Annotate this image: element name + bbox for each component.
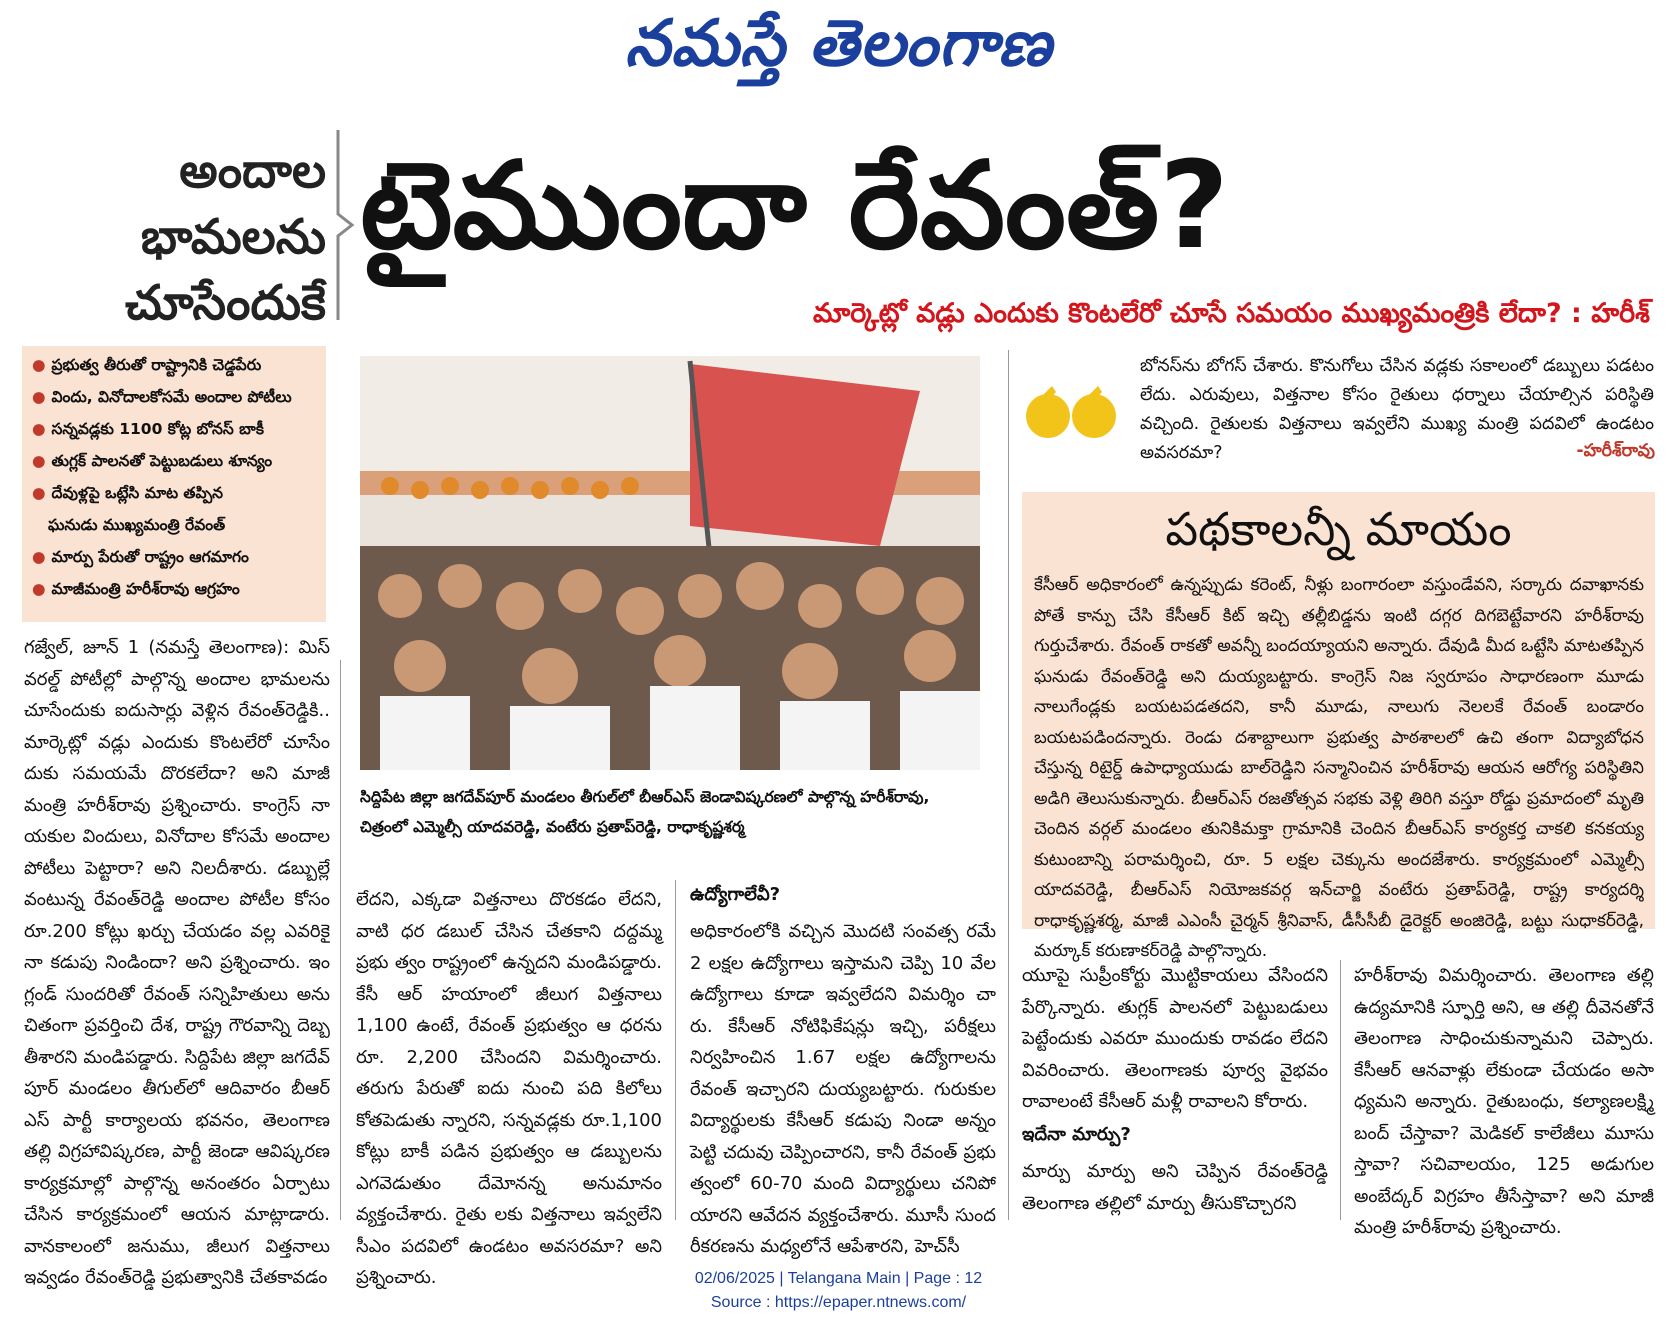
column-divider (675, 880, 676, 1220)
highlights-box (22, 346, 326, 622)
article-column-3: అధికారంలోకి వచ్చిన మొదటి సంవత్స రమే 2 లక్షల ఉద్యోగాలు ఇస్తామని చెప్పి 10 వేల ఉద్యోగాలు కూడా ఇవ్వలేదని విమర్శిం చా రు. కేసీఆర్ నోటిఫికేషన్లు ఇచ్చి, పరీక్షలు నిర్వహించిన 1.67 లక్షల ఉద్యోగాలను రేవంత్ ఇచ్చారని దుయ్యబట్టారు. గురుకుల విద్యార్థులకు కేసీఆర్ కడుపు నిండా అన్నం పెట్టి చదువు చెప్పించారని, కానీ రేవంత్ ప్రభు త్వంలో 60-70 మంది విద్యార్థులు చనిపో యారని ఆవేదన వ్యక్తంచేశారు. మూసీ సుంద రీకరణను మధ్యలోనే ఆపేశారని, హెచ్‌సీ (690, 921, 996, 1257)
highlight-item: ● మాజీమంత్రి హరీశ్‌రావు ఆగ్రహం (32, 580, 240, 598)
photo-caption: సిద్దిపేట జిల్లా జగదేవ్‌పూర్ మండలం తీగుల్‌లో బీఆర్‌ఎస్ జెండావిష్కరణలో పాల్గొన్న హరీశ్‌రావు, చిత్రంలో ఎమ్మెల్సీ యాదవరెడ్డి, వంటేరు ప్రతాప్‌రెడ్డి, రాధాకృష్ణశర్మ (360, 788, 930, 836)
highlight-item: ● మార్పు పేరుతో రాష్ట్రం ఆగమాగం (32, 548, 249, 566)
column-divider (1340, 960, 1341, 1220)
section-heading: ఉద్యోగాలేవీ? (690, 884, 781, 905)
side-headline (64, 138, 326, 336)
main-headline: టైముందా రేవంత్? (360, 137, 1229, 276)
highlight-item: ● ప్రభుత్వ తీరుతో రాష్ట్రానికి చెడ్డపేరు (32, 356, 262, 374)
highlight-item: ● తుగ్లక్ పాలనతో పెట్టుబడులు శూన్యం (32, 452, 273, 470)
column-divider (1008, 350, 1009, 1220)
chevron-divider-icon (334, 130, 356, 320)
news-photo (360, 356, 980, 770)
side-headline-line-1: అందాల (179, 143, 326, 199)
masthead-logo: నమస్తే తెలంగాణ (624, 6, 1053, 81)
page-footer-date: 02/06/2025 | Telangana Main | Page : 12 (694, 1270, 983, 1287)
side-headline-line-3: చూసేందుకే (125, 275, 326, 331)
article-column-5: హరీశ్‌రావు విమర్శించారు. తెలంగాణ తల్లి ఉద్యమానికి స్ఫూర్తి అని, ఆ తల్లి దీవెనతోనే తెలంగాణ సాధించుకున్నామని చెప్పారు. కేసీఆర్ ఆనవాళ్లు లేకుండా చేయడం అసా ధ్యమని అన్నారు. రైతుబంధు, కల్యాణలక్ష్మి బంద్ చేస్తావా? మెడికల్ కాలేజీలు మూసు స్తావా? సచివాలయం, 125 అడుగుల అంబేద్కర్ విగ్రహం తీసేస్తావా? అని మాజీ మంత్రి హరీశ్‌రావు ప్రశ్నించారు. (1354, 965, 1654, 1238)
boxed-article-title: పథకాలన్నీ మాయం (1165, 502, 1512, 556)
article-column-1: గజ్వేల్, జూన్ 1 (నమస్తే తెలంగాణ): మిస్ వరల్డ్ పోటీల్లో పాల్గొన్న అందాల భామలను చూసేందుకు ఐదుసార్లు వెళ్లిన రేవంత్‌రెడ్డికి.. మార్కెట్లో వడ్లు ఎందుకు కొంటలేరో చూసేం దుకు సమయమే దొరకలేదా? అని మాజీ మంత్రి హరీశ్‌రావు ప్రశ్నించారు. కాంగ్రెస్ నా యకుల విందులు, వినోదాల కోసమే అందాల పోటీలు పెట్టారా? అని నిలదీశారు. డబ్బుల్లే వంటున్న రేవంత్‌రెడ్డి అందాల పోటీల కోసం రూ.200 కోట్లు ఖర్చు చేయడం వల్ల ఎవరికై నా కడుపు నిండిందా? అని ప్రశ్నించారు. ఇం గ్లండ్ సుందరితో రేవంత్ సన్నిహితులు అను చితంగా ప్రవర్తించి దేశ, రాష్ట్ర గౌరవాన్ని దెబ్బ తీశారని మండిపడ్డారు. సిద్దిపేట జిల్లా జగదేవ్ పూర్ మండలం తీగుల్‌లో ఆదివారం బీఆర్ ఎస్ పార్టీ కార్యాలయ భవనం, తెలంగాణ తల్లి విగ్రహావిష్కరణ, పార్టీ జెండా ఆవిష్కరణ కార్యక్రమాల్లో పాల్గొన్న అనంతరం ఏర్పాటు చేసిన కార్యక్రమంలో ఆయన మాట్లాడారు. వానకాలంలో జనుము, జీలుగ విత్తనాలు ఇవ్వడం రేవంత్‌రెడ్డి ప్రభుత్వానికి చేతకావడం (24, 637, 330, 1288)
article-column-4: యూపై సుప్రీంకోర్టు మొట్టికాయలు వేసిందని పేర్కొన్నారు. తుగ్లక్ పాలనలో పెట్టుబడులు పెట్టేందుకు ఎవరూ ముందుకు రావడం లేదని వివరించారు. తెలంగాణకు పూర్వ వైభవం రావాలంటే కేసీఆర్ మళ్లీ రావాలని కోరారు. (1022, 965, 1328, 1112)
sub-headline: మార్కెట్లో వడ్లు ఎందుకు కొంటలేరో చూసే సమయం ముఖ్యమంత్రికి లేదా? : హరీశ్ (813, 298, 1650, 329)
boxed-article-body: కేసీఆర్ అధికారంలో ఉన్నప్పుడు కరెంట్, నీళ్లు బంగారంలా వస్తుండేవని, సర్కారు దవాఖానకు పోతే కాన్పు చేసి కేసీఆర్ కిట్ ఇచ్చి తల్లీబిడ్డను ఇంటి దగ్గర దిగబెట్టేవారని హరీశ్‌రావు గుర్తుచేశారు. రేవంత్ రాకతో అవన్నీ బందయ్యాయని అన్నారు. దేవుడి మీద ఒట్టేసి మాటతప్పిన ఘనుడు రేవంత్‌రెడ్డి అని దుయ్యబట్టారు. కాంగ్రెస్ నిజ స్వరూపం సాధారణంగా మూడు నాలుగేండ్లకు బయటపడతదని, కానీ మూడు, నాలుగు నెలలకే రేవంత్ బండారం బయటపడిందన్నారు. రెండు దశాబ్దాలుగా ప్రభుత్వ పాఠశాలలో ఉచి తంగా విద్యాబోధన చేస్తున్న రిటైర్డ్ ఉపాధ్యాయుడు బాల్‌రెడ్డిని సన్మానించిన హరీశ్‌రావు ఆయన ఆరోగ్య పరిస్థితిని అడిగి తెలుసుకున్నారు. బీఆర్‌ఎస్ రజతోత్సవ సభకు వెళ్లి తిరిగి వస్తూ రోడ్డు ప్రమాదంలో మృతి చెందిన వర్గల్ మండలం తునికిమక్తా గ్రామానికి చెందిన బీఆర్‌ఎస్ కార్యకర్త చాకలి కనకయ్య కుటుంబాన్ని పరామర్శించి, రూ. 5 లక్షల చెక్కును అందజేశారు. కార్యక్రమంలో ఎమ్మెల్సీ యాదవరెడ్డి, బీఆర్‌ఎస్ నియోజకవర్గ ఇన్‌చార్జి వంటేరు ప్రతాప్‌రెడ్డి, రాష్ట్ర కార్యదర్శి రాధాకృష్ణశర్మ, మాజీ ఎఎంసీ చైర్మన్ శ్రీనివాస్, డీసీసీబీ డైరెక్టర్ అంజిరెడ్డి, బట్టు సుధాకర్‌రెడ్డి, మర్కూక్ కరుణాకర్‌రెడ్డి పాల్గొన్నారు. (1034, 575, 1644, 961)
column-divider (340, 660, 341, 1220)
highlight-item: ● సన్నవడ్లకు 1100 కోట్ల బోనస్ బాకీ (32, 420, 264, 438)
section-heading: ఇదేనా మార్పు? (1022, 1124, 1131, 1145)
article-column-4-continued: మార్పు మార్పు అని చెప్పిన రేవంత్‌రెడ్డి తెలంగాణ తల్లిలో మార్పు తీసుకొచ్చారని (1022, 1161, 1328, 1214)
highlight-item: ● దేవుళ్లపై ఒట్లేసి మాట తప్పిన (32, 484, 223, 502)
side-headline-line-2: భామలను (140, 209, 326, 265)
pull-quote-text: బోనస్‌ను బోగస్ చేశారు. కొనుగోలు చేసిన వడ్లకు సకాలంలో డబ్బులు పడటం లేదు. ఎరువులు, విత్తనాల కోసం రైతులు ధర్నాలు చేయాల్సిన పరిస్థితి వచ్చింది. రైతులకు విత్తనాలు ఇవ్వలేని ముఖ్య మంత్రి పదవిలో ఉండటం అవసరమా? (1140, 356, 1654, 463)
highlight-item-continued: ఘనుడు ముఖ్యమంత్రి రేవంత్ (48, 516, 226, 534)
highlight-item: ● విందు, వినోదాలకోసమే అందాల పోటీలు (32, 388, 292, 406)
quote-mark-icon (1022, 386, 1118, 442)
article-column-2: లేదని, ఎక్కడా విత్తనాలు దొరకడం లేదని, వాటి ధర డబుల్ చేసిన చేతకాని దద్దమ్మ ప్రభు త్వం రాష్ట్రంలో ఉన్నదని మండిపడ్డారు. కేసీ ఆర్ హయాంలో జీలుగ విత్తనాలు 1,100 ఉంటే, రేవంత్ ప్రభుత్వం ఆ ధరను రూ. 2,200 చేసిందని విమర్శించారు. తరుగు పేరుతో ఐదు నుంచి పది కిలోలు కోతపెడుతు న్నారని, సన్నవడ్లకు రూ.1,100 కోట్లు బాకీ పడిన ప్రభుత్వం ఆ డబ్బులను ఎగవెడుతుం దేమోనన్న అనుమానం వ్యక్తంచేశారు. రైతు లకు విత్తనాలు ఇవ్వలేని సీఎం పదవిలో ఉండటం అవసరమా? అని ప్రశ్నించారు. (356, 889, 662, 1288)
page-footer-source: Source : https://epaper.ntnews.com/ (710, 1294, 967, 1311)
pull-quote-attribution: -హరీశ్‌రావు (1576, 441, 1655, 461)
